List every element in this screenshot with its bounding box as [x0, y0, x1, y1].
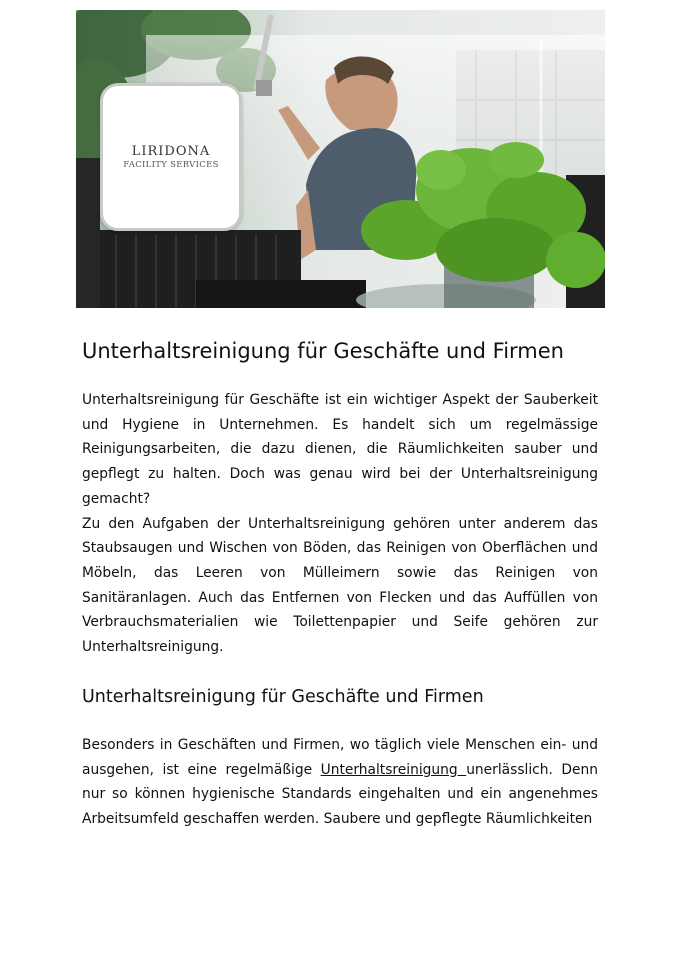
paragraph-business — [82, 733, 598, 832]
unterhaltsreinigung-link[interactable]: Unterhaltsreinigung — [320, 761, 467, 778]
section-heading: Unterhaltsreinigung für Geschäfte und Firmen — [82, 687, 484, 707]
paragraph-intro-text: Unterhaltsreinigung für Geschäfte ist ein wichtiger Aspekt der Sauberkeit und Hygiene in Unternehmen. Es handelt sich um regelmässige Reinigungsarbeiten, die dazu dienen, die Räumlichkeiten sauber und gepflegt zu halten. Doch was genau wird bei der Unterhaltsreinigung gemacht? — [82, 392, 598, 507]
logo-name: LIRIDONA — [131, 143, 211, 159]
logo-subtitle: FACILITY SERVICES — [123, 159, 219, 170]
company-logo — [100, 83, 242, 231]
hero-image — [76, 10, 605, 308]
paragraph-intro — [82, 388, 598, 660]
page-title: Unterhaltsreinigung für Geschäfte und Firmen — [82, 339, 564, 363]
paragraph-business-text-1: Besonders in Geschäften und Firmen, wo täglich viele Menschen ein- und ausgehen, ist eine regelmäßige — [82, 737, 598, 778]
paragraph-tasks-text: Zu den Aufgaben der Unterhaltsreinigung gehören unter anderem das Staubsaugen und Wischen von Böden, das Reinigen von Oberflächen und Möbeln, das Leeren von Mülleimern sowie das Reinigen von Sanitäranlagen. Auch das Entfernen von Flecken und das Auffüllen von Verbrauchsmaterialien wie Toilettenpapier und Seife gehören zur Unterhaltsreinigung. — [82, 515, 598, 656]
paragraph-business-text-2: unerlässlich. Denn nur so können hygienische Standards eingehalten und ein angenehmes Arbeitsumfeld geschaffen werden. Saubere und gepflegte Räumlichkeiten — [82, 761, 598, 828]
